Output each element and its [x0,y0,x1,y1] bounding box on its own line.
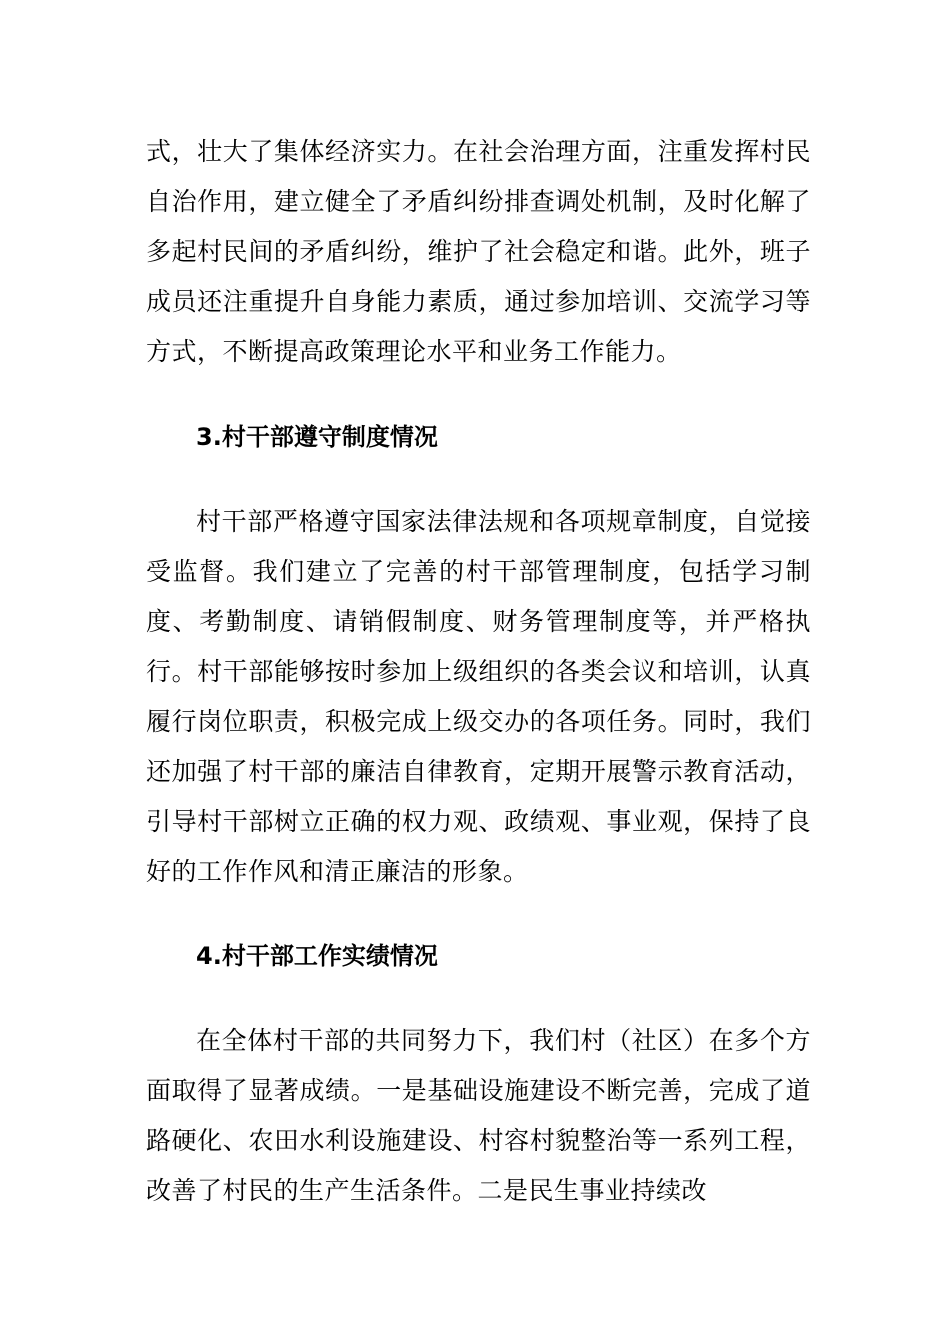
body-paragraph-work-results: 在全体村干部的共同努力下，我们村（社区）在多个方面取得了显著成绩。一是基础设施建设不断完善，完成了道路硬化、农田水利设施建设、村容村貌整治等一系列工程，改善了村民的生产生活条件。二是民生事业持续改 [146,1026,811,1205]
section-heading-4: 4.村干部工作实绩情况 [196,942,438,970]
body-paragraph-continued: 式，壮大了集体经济实力。在社会治理方面，注重发挥村民自治作用，建立健全了矛盾纠纷排查调处机制，及时化解了多起村民间的矛盾纠纷，维护了社会稳定和谐。此外，班子成员还注重提升自身能力素质，通过参加培训、交流学习等方式，不断提高政策理论水平和业务工作能力。 [146,137,811,366]
section-heading-3: 3.村干部遵守制度情况 [196,423,438,451]
body-paragraph-rules-compliance: 村干部严格遵守国家法律法规和各项规章制度，自觉接受监督。我们建立了完善的村干部管理制度，包括学习制度、考勤制度、请销假制度、财务管理制度等，并严格执行。村干部能够按时参加上级组织的各类会议和培训，认真履行岗位职责，积极完成上级交办的各项任务。同时，我们还加强了村干部的廉洁自律教育，定期开展警示教育活动，引导村干部树立正确的权力观、政绩观、事业观，保持了良好的工作作风和清正廉洁的形象。 [146,507,811,886]
